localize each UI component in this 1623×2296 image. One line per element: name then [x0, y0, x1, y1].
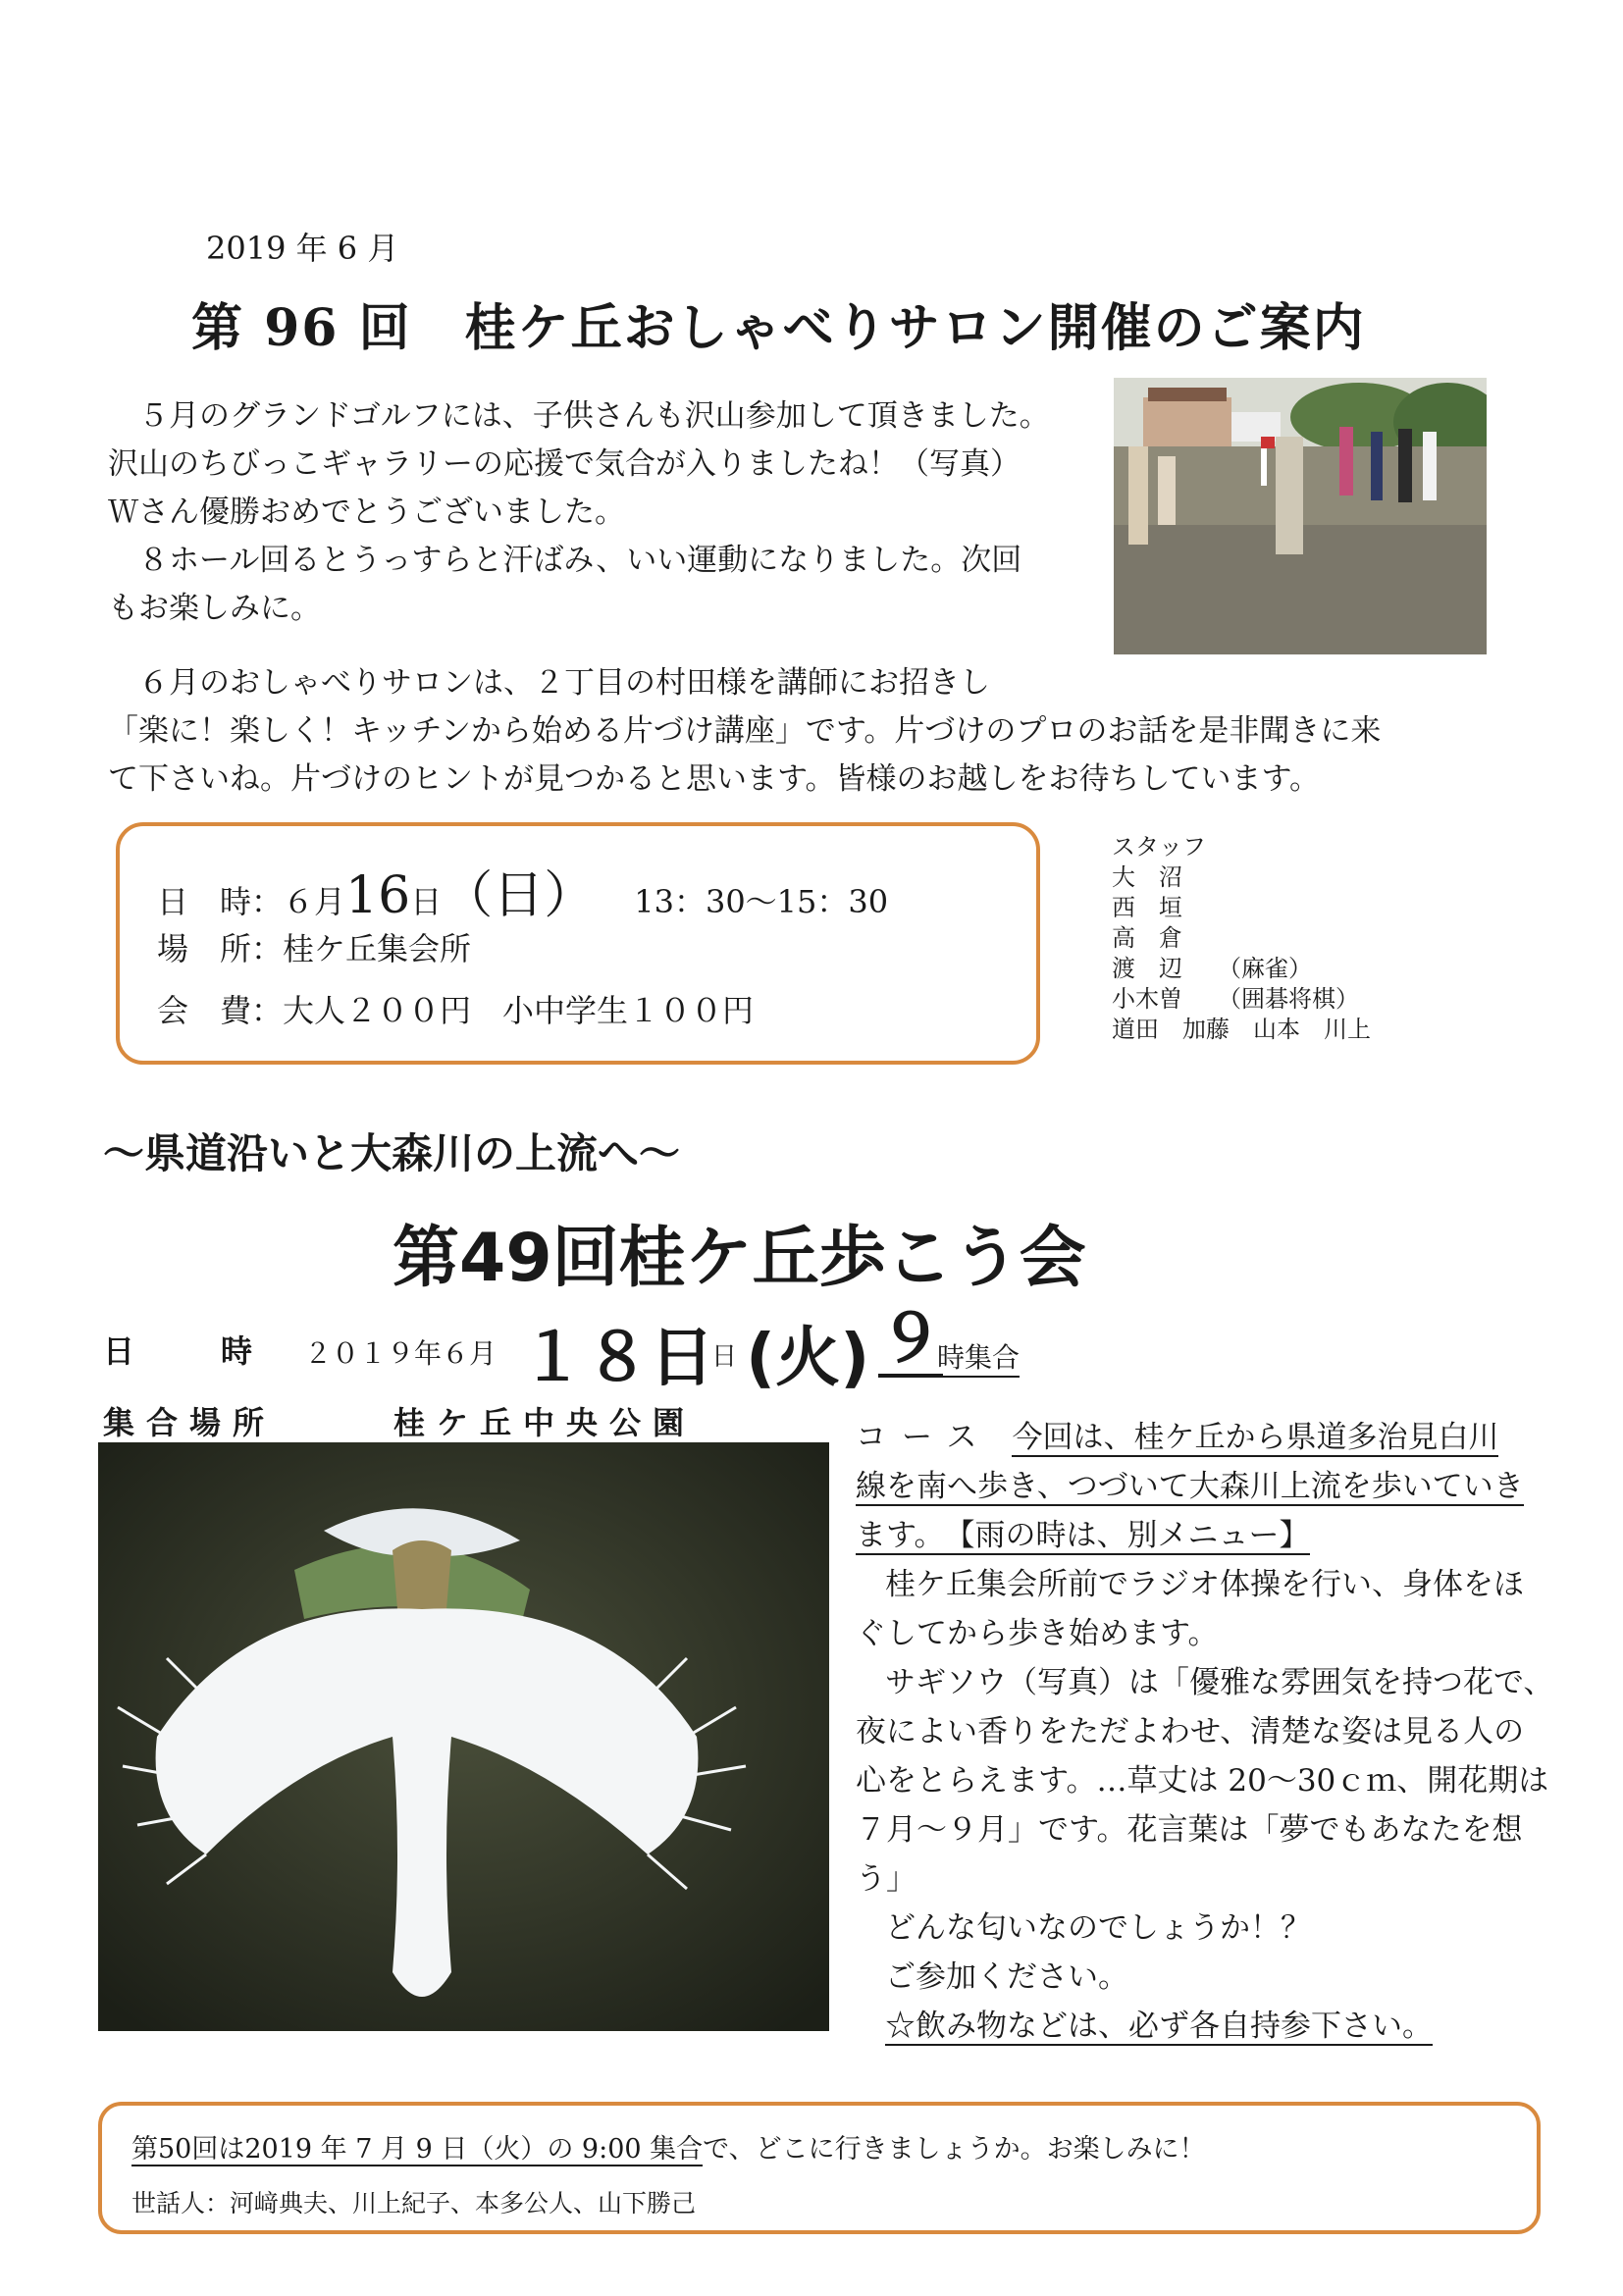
staff-item: 西 垣	[1112, 894, 1182, 921]
organizers: 世話人：河﨑典夫、川上紀子、本多公人、山下勝己	[131, 2189, 697, 2218]
place-row	[157, 924, 471, 969]
event-time: 13：30～15：30	[634, 883, 889, 920]
body-line: 心をとらえます。…草丈は 20～30ｃｍ、開花期は	[856, 1763, 1549, 1799]
meeting-label: 集合場所	[103, 1404, 277, 1441]
fee-value: 大人２００円 小中学生１００円	[283, 992, 755, 1029]
meeting-place-row	[103, 1398, 696, 1443]
fee-row	[157, 986, 754, 1031]
staff-item: 道田 加藤 山本 川上	[1112, 1016, 1371, 1043]
walk-subtitle: ～県道沿いと大森川の上流へ～	[103, 1129, 681, 1177]
walk-title: 第49回桂ケ丘歩こう会	[393, 1220, 1086, 1297]
meeting-place: 桂ケ丘中央公園	[393, 1404, 697, 1441]
body-line: どんな匂いなのでしょうか！？	[885, 1910, 1311, 1946]
salon-report-paragraph	[108, 392, 1104, 633]
event-month: ６月	[283, 883, 346, 920]
walk-weekday: (火)	[746, 1320, 870, 1395]
issue-date: 2019 年 6 月	[206, 230, 399, 267]
notice-line: ☆飲み物などは、必ず各自持参下さい。	[885, 2009, 1433, 2044]
walk-day: １８日	[520, 1320, 714, 1395]
next-event-message: で、どこに行きましょうか。お楽しみに！	[703, 2134, 1206, 2165]
body-line: ご参加ください。	[885, 1959, 1128, 1995]
next-event-box	[98, 2102, 1541, 2234]
course-line: 線を南へ歩き、つづいて大森川上流を歩いていき	[856, 1469, 1524, 1504]
staff-item: 小木曽 （囲碁将棋）	[1112, 985, 1359, 1013]
text-line: て下さいね。片づけのヒントが見つかると思います。皆様のお越しをお待ちしています。	[108, 761, 1321, 797]
sagisou-flower-photo	[98, 1442, 829, 2031]
course-line: ます。 【雨の時は、別メニュー】	[856, 1518, 1310, 1553]
staff-item: 渡 辺 （麻雀）	[1112, 955, 1312, 982]
datetime-label: 日 時：	[157, 883, 284, 920]
course-line: 今回は、桂ケ丘から県道多治見白川	[1012, 1420, 1499, 1455]
staff-item: 大 沼	[1112, 863, 1182, 891]
body-line: ぐしてから歩き始めます。	[856, 1616, 1219, 1651]
event-day: 16	[345, 866, 411, 925]
datetime-row	[157, 854, 888, 927]
text-line: Ｗさん優勝おめでとうございました。	[108, 495, 625, 530]
walk-hour: ９	[878, 1301, 943, 1377]
salon-info-box	[116, 822, 1040, 1065]
walk-hour-suffix: 時集合	[937, 1336, 1020, 1378]
course-label: コース	[856, 1420, 993, 1455]
ground-golf-photo	[1114, 378, 1487, 654]
salon-title: 第 96 回 桂ケ丘おしゃべりサロン開催のご案内	[191, 298, 1366, 358]
staff-list	[1112, 832, 1371, 1045]
text-line: もお楽しみに。	[108, 591, 321, 626]
salon-announcement-paragraph	[108, 659, 1511, 804]
walk-day-unit: 日	[711, 1342, 738, 1372]
walk-date-prefix: ２０１９年６月	[304, 1337, 497, 1370]
next-event-number: 第50回は	[131, 2134, 245, 2165]
staff-item: 高 倉	[1112, 924, 1182, 952]
body-line: 桂ケ丘集会所前でラジオ体操を行い、身体をほ	[885, 1567, 1524, 1602]
text-line: 「楽に！楽しく！キッチンから始める片づけ講座」です。片づけのプロのお話を是非聞きに来	[108, 713, 1382, 749]
next-event-date: 2019 年 7 月 9 日（火）の 9:00 集合	[244, 2134, 704, 2165]
text-line: ６月のおしゃべりサロンは、２丁目の村田様を講師にお招きし	[108, 665, 990, 701]
event-day-unit: 日	[410, 883, 443, 920]
body-line: う」	[856, 1861, 916, 1897]
staff-heading: スタッフ	[1112, 833, 1206, 861]
body-line: サギソウ（写真）は「優雅な雰囲気を持つ花で、	[885, 1665, 1554, 1700]
walk-date-label: 日 時	[103, 1332, 261, 1370]
text-line: ８ホール回るとうっすらと汗ばみ、いい運動になりました。次回	[108, 543, 1022, 578]
event-weekday: （日）	[442, 866, 596, 925]
body-line: 夜によい香りをただよわせ、清楚な姿は見る人の	[856, 1714, 1525, 1749]
next-event-line	[131, 2127, 1206, 2166]
course-description	[856, 1413, 1554, 2051]
place-label: 場 所：	[157, 930, 284, 967]
fee-label: 会 費：	[157, 992, 284, 1029]
text-line: 沢山のちびっこギャラリーの応援で気合が入りましたね！（写真）	[108, 446, 1021, 482]
place-value: 桂ケ丘集会所	[283, 930, 472, 967]
text-line: ５月のグランドゴルフには、子供さんも沢山参加して頂きました。	[108, 398, 1050, 434]
body-line: ７月～９月」です。花言葉は「夢でもあなたを想	[856, 1812, 1523, 1848]
